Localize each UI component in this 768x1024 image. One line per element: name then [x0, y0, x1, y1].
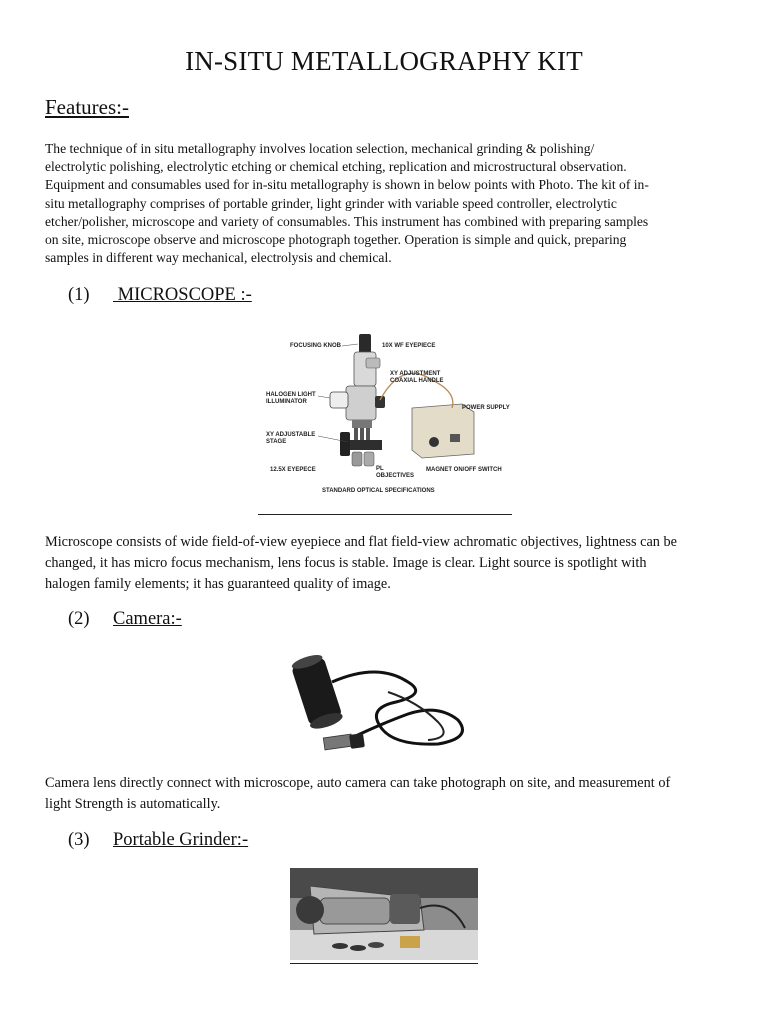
figure-underline [290, 963, 478, 964]
description-line: light Strength is automatically. [45, 795, 221, 812]
intro-line: The technique of in situ metallography involves location selection, mechanical grinding & polishing/ [45, 141, 595, 156]
intro-line: electrolytic polishing, electrolytic etching or chemical etching, replication and microstructural observation. [45, 159, 627, 175]
label-stage: STAGE [266, 439, 287, 445]
description-line: halogen family elements; it has guaranteed quality of image. [45, 575, 391, 592]
label-pl: PL [376, 466, 384, 472]
section-heading-portable-grinder [68, 830, 248, 851]
camera-illustration [288, 642, 478, 762]
section-number: (2) [68, 609, 90, 629]
camera-description [45, 773, 725, 815]
intro-line: etcher/polisher, microscope and variety of consumables. This instrument has combined with preparing samples [45, 213, 649, 229]
grinder-illustration [290, 868, 478, 960]
camera-figure [288, 642, 478, 762]
label-focusing-knob: FOCUSING KNOB [290, 343, 341, 349]
section-heading-microscope [68, 285, 252, 306]
label-halogen-light: HALOGEN LIGHT [266, 392, 316, 398]
label-illuminator: ILLUMINATOR [266, 399, 307, 405]
section-number: (3) [68, 830, 90, 850]
page-title: IN-SITU METALLOGRAPHY KIT [185, 46, 583, 76]
label-10x-eyepiece: 10X WF EYEPIECE [382, 343, 436, 349]
figure-caption: STANDARD OPTICAL SPECIFICATIONS [322, 488, 435, 494]
label-coaxial-handle: COAXIAL HANDLE [390, 378, 444, 384]
label-xy-adjustable: XY ADJUSTABLE [266, 432, 316, 438]
description-line: Microscope consists of wide field-of-view eyepiece and flat field-view achromatic objectives, lightness can be [45, 534, 678, 550]
intro-line: on site, microscope observe and microscope photograph together. Operation is simple and quick, preparing [45, 232, 627, 248]
section-label: MICROSCOPE :- [113, 285, 252, 305]
label-12-5x-eyepiece: 12.5X EYEPECE [270, 467, 316, 473]
portable-grinder-photo [290, 868, 478, 960]
section-label: Camera:- [113, 609, 182, 629]
intro-line: samples in different way mechanical, electrolysis and chemical. [45, 250, 392, 266]
intro-paragraph [45, 140, 725, 267]
label-power-supply: POWER SUPPLY [462, 405, 510, 411]
intro-line: situ metallography comprises of portable grinder, light grinder with variable speed controller, electrolytic [45, 195, 617, 211]
label-xy-adjustment: XY ADJUSTMENT [390, 371, 441, 377]
microscope-illustration [262, 330, 512, 500]
description-line: changed, it has micro focus mechanism, lens focus is stable. Image is clear. Light source is spotlight with [45, 554, 647, 571]
label-magnet-switch: MAGNET ON/OFF SWITCH [426, 467, 502, 473]
section-label: Portable Grinder:- [113, 830, 249, 850]
features-heading: Features:- [45, 95, 129, 119]
description-line: Camera lens directly connect with microscope, auto camera can take photograph on site, and measurement of [45, 775, 671, 791]
section-heading-camera [68, 609, 182, 630]
intro-line: Equipment and consumables used for in-situ metallography is shown in below points with Photo. The kit of in- [45, 177, 649, 193]
label-objectives: OBJECTIVES [376, 473, 415, 479]
figure-underline [258, 514, 512, 515]
section-number: (1) [68, 285, 90, 305]
microscope-figure [262, 330, 512, 500]
microscope-description [45, 532, 725, 594]
